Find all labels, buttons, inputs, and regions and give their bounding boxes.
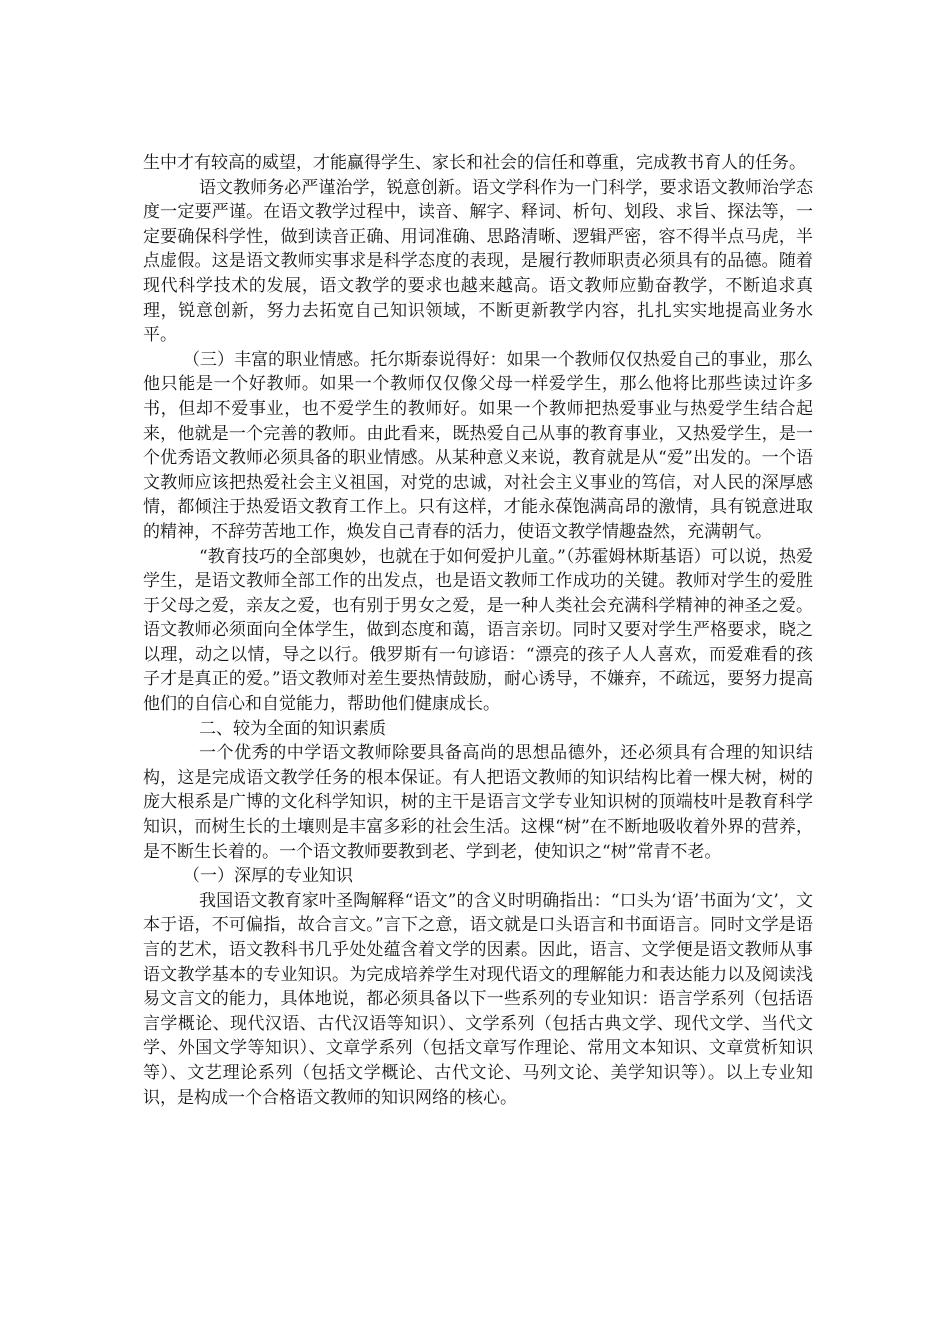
document-page <box>143 151 813 1110</box>
section-heading-knowledge: 二、较为全面的知识素质 <box>199 718 386 739</box>
paragraph-knowledge-structure: 一个优秀的中学语文教师除要具备高尚的思想品德外，还必须具有合理的知识结构，这是完成语文教学任务的根本保证。有人把语文教师的知识结构比着一棵大树，树的庞大根系是广博的文化科学知识，树的主干是语言文学专业知识树的顶端枝叶是教育科学知识，而树生长的土壤则是丰富多彩的社会生活。这棵“树”在不断地吸收着外界的营养，是不断生长着的。一个语文教师要教到老、学到老，使知识之“树”常青不老。 <box>143 743 813 862</box>
paragraph-rigorous-scholarship: 语文教师务必严谨治学，锐意创新。语文学科作为一门科学，要求语文教师治学态度一定要严谨。在语文教学过程中，读音、解字、释词、析句、划段、求旨、探法等，一定要确保科学性，做到读音正确、用词准确、思路清晰、逻辑严密，容不得半点马虎，半点虚假。这是语文教师实事求是科学态度的表现，是履行教师职责必须具有的品德。随着现代科学技术的发展，语文教学的要求也越来越高。语文教师应勤奋教学，不断追求真理，锐意创新，努力去拓宽自己知识领域，不断更新教学内容，扎扎实实地提高业务水平。 <box>143 177 813 346</box>
paragraph-continuation: 生中才有较高的威望，才能赢得学生、家长和社会的信任和尊重，完成教书育人的任务。 <box>143 153 806 173</box>
paragraph-professional-emotion: （三）丰富的职业情感。托尔斯泰说得好：如果一个教师仅仅热爱自己的事业，那么他只能是一个好教师。如果一个教师仅仅像父母一样爱学生，那么他将比那些读过许多书，但却不爱事业，也不爱学生的教师好。如果一个教师把热爱事业与热爱学生结合起来，他就是一个完善的教师。由此看来，既热爱自己从事的教育事业，又热爱学生，是一个优秀语文教师必须具备的职业情感。从某种意义来说，教育就是从“爱”出发的。一个语文教师应该把热爱社会主义祖国，对党的忠诚，对社会主义事业的笃信，对人民的深厚感情，都倾注于热爱语文教育工作上。只有这样，才能永葆饱满高昂的激情，具有锐意进取的精神，不辞劳苦地工作，焕发自己青春的活力，使语文教学情趣盎然，充满朝气。 <box>143 349 813 542</box>
paragraph-love-students: “教育技巧的全部奥妙，也就在于如何爱护儿童。”（苏霍姆林斯基语）可以说，热爱学生，是语文教师全部工作的出发点，也是语文教师工作成功的关键。教师对学生的爱胜于父母之爱，亲友之爱，也有别于男女之爱，是一种人类社会充满科学精神的神圣之爱。语文教师必须面向全体学生，做到态度和蔼，语言亲切。同时又要对学生严格要求，晓之以理，动之以情，导之以行。俄罗斯有一句谚语：“漂亮的孩子人人喜欢，而爱难看的孩子才是真正的爱。”语文教师对差生要热情鼓励，耐心诱导，不嫌弃，不疏远，要努力提高他们的自信心和自觉能力，帮助他们健康成长。 <box>143 546 813 715</box>
subheading-professional-knowledge: （一）深厚的专业知识 <box>183 866 353 887</box>
paragraph-professional-knowledge: 我国语文教育家叶圣陶解释“语文”的含义时明确指出：“口头为‘语’书面为‘文’，文本于语，不可偏指，故合言文。”言下之意，语文就是口头语言和书面语言。同时文学是语言的艺术，语文教科书几乎处处蕴含着文学的因素。因此，语言、文学便是语文教师从事语文教学基本的专业知识。为完成培养学生对现代语文的理解能力和表达能力以及阅读浅易文言文的能力，具体地说，都必须具备以下一些系列的专业知识：语言学系列（包括语言学概论、现代汉语、古代汉语等知识）、文学系列（包括古典文学、现代文学、当代文学、外国文学等知识）、文章学系列（包括文章写作理论、常用文本知识、文章赏析知识等）、文艺理论系列（包括文学概论、古代文论、马列文论、美学知识等）。以上专业知识，是构成一个合格语文教师的知识网络的核心。 <box>143 890 813 1108</box>
